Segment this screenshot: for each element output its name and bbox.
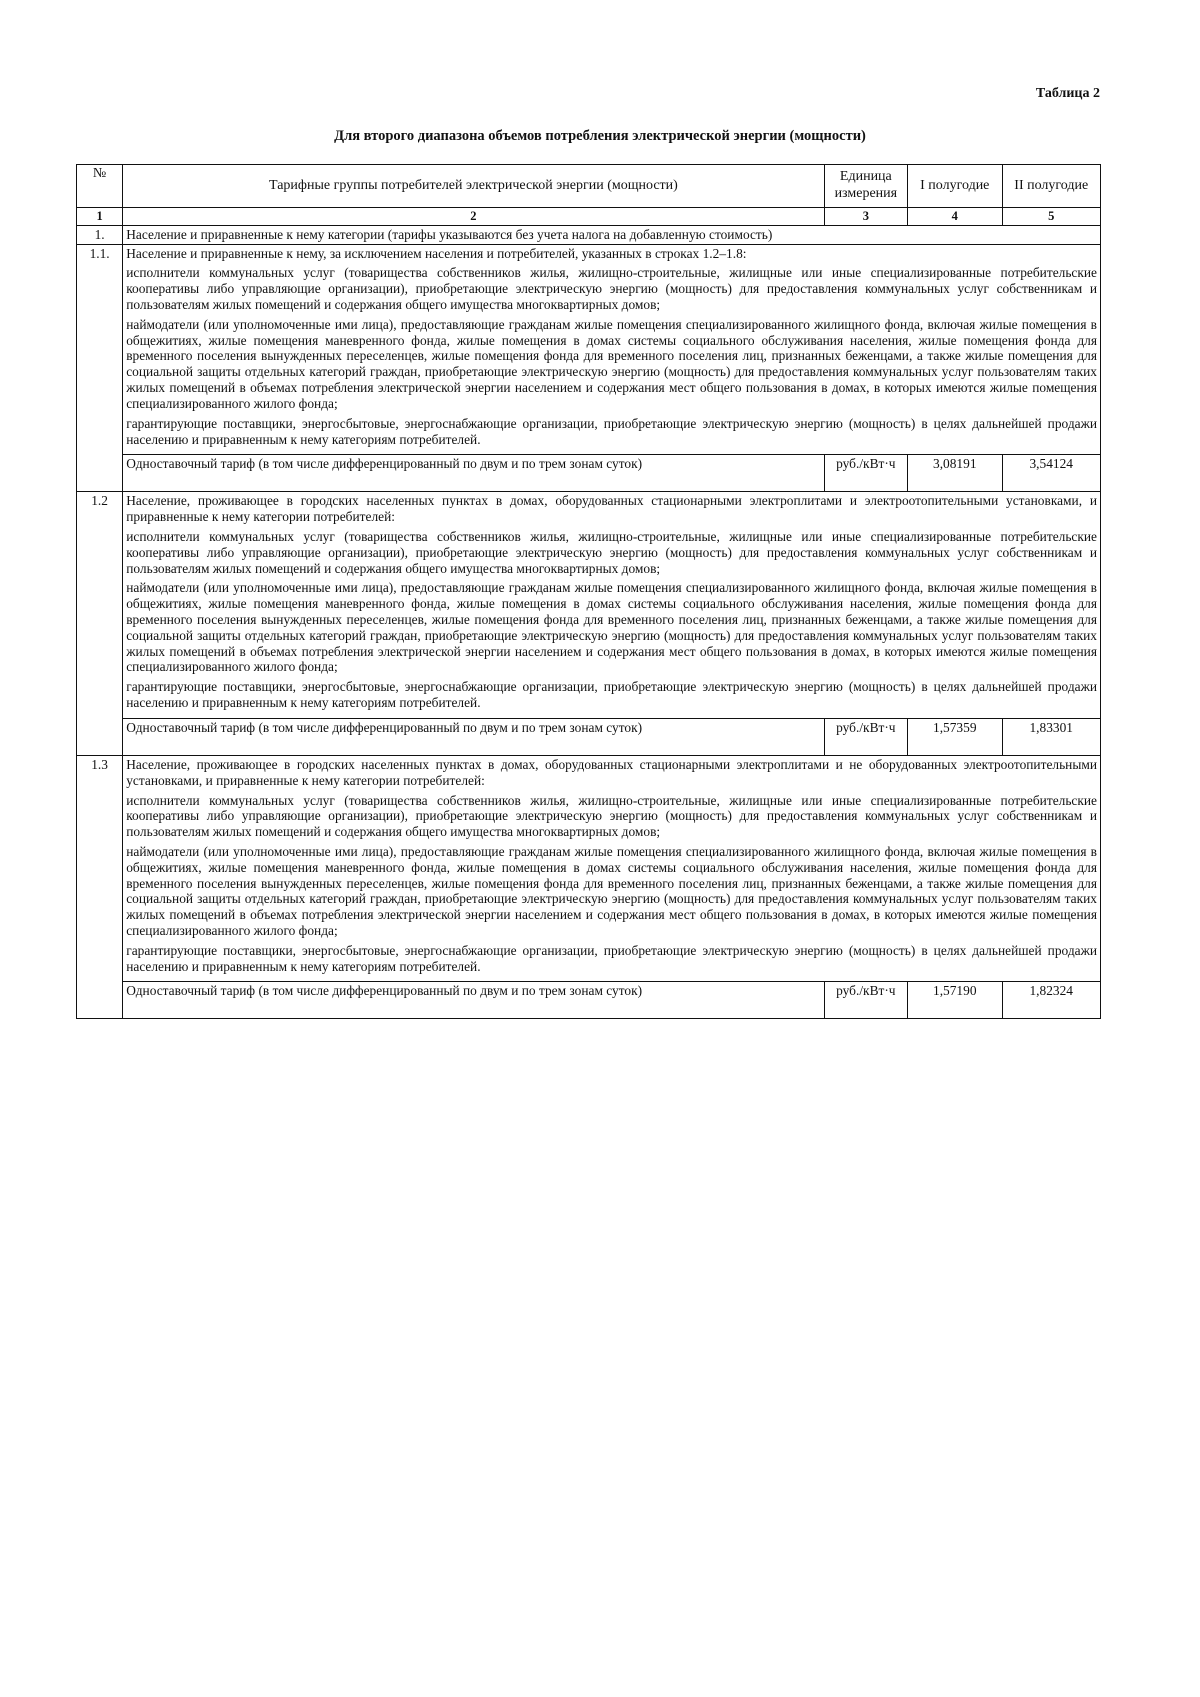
group-row bbox=[77, 755, 1101, 982]
tariff-row bbox=[77, 455, 1101, 492]
group-row bbox=[77, 492, 1101, 719]
table-label: Таблица 2 bbox=[1035, 86, 1100, 101]
tariff-label: Одноставочный тариф (в том числе дифференцированный по двум и по трем зонам суток) bbox=[123, 455, 824, 492]
tariff-h2-value: 3,54124 bbox=[1002, 455, 1101, 492]
section-num: 1. bbox=[77, 225, 123, 244]
header-num: № bbox=[77, 165, 123, 208]
column-index-row bbox=[77, 208, 1101, 226]
tariff-h1-value: 3,08191 bbox=[908, 455, 1002, 492]
tariff-h2-value: 1,82324 bbox=[1002, 982, 1101, 1019]
group-heading: Население, проживающее в городских населенных пунктах в домах, оборудованных стационарными электроплитами и не оборудованных электроотопительными установками, и приравненные к нему категории потребителей: bbox=[126, 756, 1097, 788]
group-paragraph: исполнители коммунальных услуг (товарищества собственников жилья, жилищно-строительные, жилищные или иные специализированные потребительские кооперативы либо управляющие организации), приобретающие электрическую энергию (мощность) для предоставления коммунальных услуг собственникам и пользователям жилых помещений и содержания общего имущества многоквартирных домов; bbox=[126, 528, 1097, 576]
tariff-h1-value: 1,57190 bbox=[908, 982, 1002, 1019]
tariff-label: Одноставочный тариф (в том числе дифференцированный по двум и по трем зонам суток) bbox=[123, 718, 824, 755]
group-description bbox=[123, 492, 1101, 719]
tariff-label: Одноставочный тариф (в том числе дифференцированный по двум и по трем зонам суток) bbox=[123, 982, 824, 1019]
group-paragraph: гарантирующие поставщики, энергосбытовые, энергоснабжающие организации, приобретающие электрическую энергию (мощность) в целях дальнейшей продажи населению и приравненным к нему категориям потребителей. bbox=[126, 415, 1097, 447]
group-description bbox=[123, 244, 1101, 455]
group-heading: Население, проживающее в городских населенных пунктах в домах, оборудованных стационарными электроплитами и электроотопительными установками, и приравненные к нему категории потребителей: bbox=[126, 493, 1097, 525]
header-h2: II полугодие bbox=[1002, 165, 1101, 208]
group-num: 1.2 bbox=[77, 492, 123, 719]
column-index: 5 bbox=[1002, 208, 1101, 226]
tariff-unit: руб./кВт·ч bbox=[824, 718, 907, 755]
column-index: 1 bbox=[77, 208, 123, 226]
group-paragraph: гарантирующие поставщики, энергосбытовые, энергоснабжающие организации, приобретающие электрическую энергию (мощность) в целях дальнейшей продажи населению и приравненным к нему категориям потребителей. bbox=[126, 942, 1097, 974]
header-h1: I полугодие bbox=[908, 165, 1002, 208]
group-paragraph: наймодатели (или уполномоченные ими лица), предоставляющие гражданам жилые помещения специализированного жилищного фонда, включая жилые помещения в общежитиях, жилые помещения маневренного фонда, жилые помещения в домах системы социального обслуживания населения, жилые помещения фонда для временного поселения вынужденных переселенцев, жилые помещения фонда для временного поселения лиц, признанных беженцами, а также жилые помещения для социальной защиты отдельных категорий граждан, приобретающие электрическую энергию (мощность) для предоставления коммунальных услуг пользователям таких жилых помещений в объемах потребления электрической энергии населением и содержания мест общего пользования в домах, в которых имеются жилые помещения специализированного жилого фонда; bbox=[126, 580, 1097, 675]
header-row bbox=[77, 165, 1101, 208]
group-paragraph: гарантирующие поставщики, энергосбытовые, энергоснабжающие организации, приобретающие электрическую энергию (мощность) в целях дальнейшей продажи населению и приравненным к нему категориям потребителей. bbox=[126, 679, 1097, 711]
group-heading: Население и приравненные к нему, за исключением населения и потребителей, указанных в строках 1.2–1.8: bbox=[126, 245, 747, 261]
column-index: 2 bbox=[123, 208, 824, 226]
group-description bbox=[123, 755, 1101, 982]
group-num: 1.3 bbox=[77, 755, 123, 982]
column-index: 4 bbox=[908, 208, 1002, 226]
header-unit: Единица измерения bbox=[824, 165, 907, 208]
tariff-table bbox=[76, 164, 1101, 1019]
tariff-h2-value: 1,83301 bbox=[1002, 718, 1101, 755]
group-paragraph: исполнители коммунальных услуг (товарищества собственников жилья, жилищно-строительные, жилищные или иные специализированные потребительские кооперативы либо управляющие организации), приобретающие электрическую энергию (мощность) для предоставления коммунальных услуг собственникам и пользователям жилых помещений и содержания общего имущества многоквартирных домов; bbox=[126, 792, 1097, 840]
header-name: Тарифные группы потребителей электрической энергии (мощности) bbox=[123, 165, 824, 208]
document-title: Для второго диапазона объемов потребления электрической энергии (мощности) bbox=[334, 128, 866, 144]
tariff-h1-value: 1,57359 bbox=[908, 718, 1002, 755]
tariff-row bbox=[77, 982, 1101, 1019]
tariff-unit: руб./кВт·ч bbox=[824, 455, 907, 492]
tariff-row bbox=[77, 718, 1101, 755]
group-paragraph: наймодатели (или уполномоченные ими лица), предоставляющие гражданам жилые помещения специализированного жилищного фонда, включая жилые помещения в общежитиях, жилые помещения маневренного фонда, жилые помещения в домах системы социального обслуживания населения, жилые помещения фонда для временного поселения вынужденных переселенцев, жилые помещения фонда для временного поселения лиц, признанных беженцами, а также жилые помещения для социальной защиты отдельных категорий граждан, приобретающие электрическую энергию (мощность) для предоставления коммунальных услуг пользователям таких жилых помещений в объемах потребления электрической энергии населением и содержания мест общего пользования в домах, в которых имеются жилые помещения специализированного жилого фонда; bbox=[126, 843, 1097, 938]
group-row bbox=[77, 244, 1101, 455]
group-paragraph: исполнители коммунальных услуг (товарищества собственников жилья, жилищно-строительные, жилищные или иные специализированные потребительские кооперативы либо управляющие организации), приобретающие электрическую энергию (мощность) для предоставления коммунальных услуг собственникам и пользователям жилых помещений и содержания общего имущества многоквартирных домов; bbox=[126, 265, 1097, 312]
column-index: 3 bbox=[824, 208, 907, 226]
tariff-unit: руб./кВт·ч bbox=[824, 982, 907, 1019]
group-paragraph: наймодатели (или уполномоченные ими лица), предоставляющие гражданам жилые помещения специализированного жилищного фонда, включая жилые помещения в общежитиях, жилые помещения маневренного фонда, жилые помещения в домах системы социального обслуживания населения, жилые помещения фонда для временного поселения вынужденных переселенцев, жилые помещения фонда для временного поселения лиц, признанных беженцами, а также жилые помещения для социальной защиты отдельных категорий граждан, приобретающие электрическую энергию (мощность) для предоставления коммунальных услуг пользователям таких жилых помещений в объемах потребления электрической энергии населением и содержания мест общего пользования в домах, в которых имеются жилые помещения специализированного жилого фонда; bbox=[126, 316, 1097, 411]
section-title: Население и приравненные к нему категории (тарифы указываются без учета налога на добавленную стоимость) bbox=[123, 225, 1101, 244]
section-row bbox=[77, 225, 1101, 244]
group-num: 1.1. bbox=[77, 244, 123, 455]
